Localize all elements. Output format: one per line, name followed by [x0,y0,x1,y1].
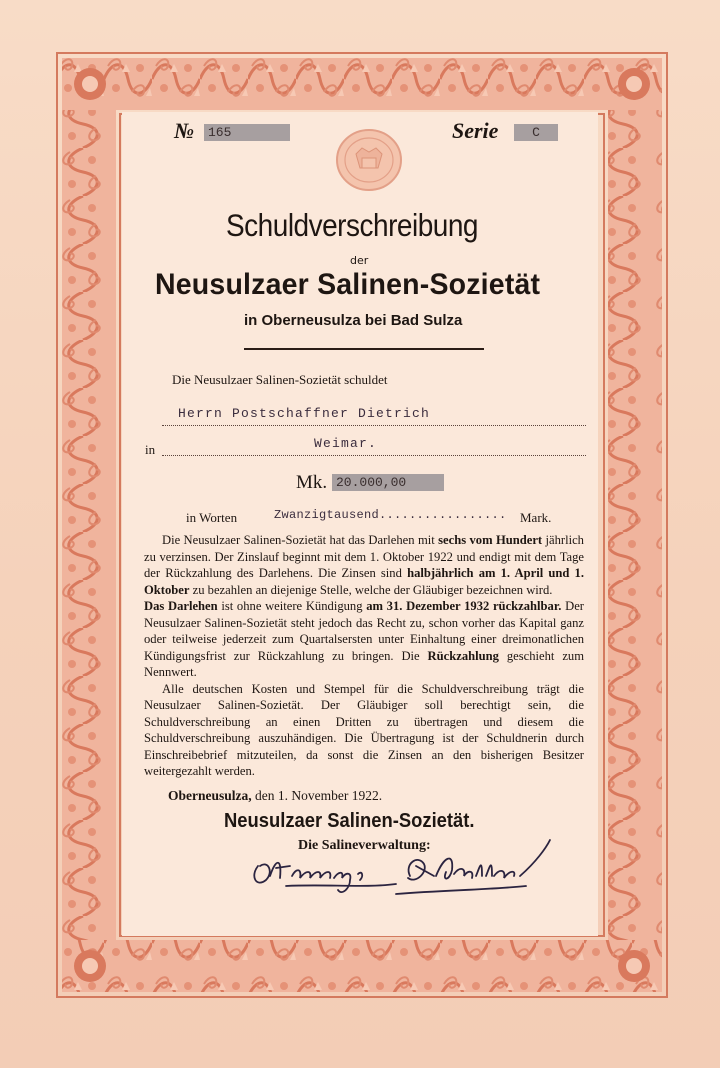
interest-paragraph [144,532,584,598]
company-name: Neusulzaer Salinen-Sozietät [155,268,541,301]
amount-value: 20.000,00 [332,474,444,491]
signatory-administration: Die Salineverwaltung: [298,838,431,853]
place-label: in [145,442,156,457]
debtor-line: Die Neusulzaer Salinen-Sozietät schuldet [172,372,388,387]
p1-bold-dates: halbjährlich am 1. April und 1. Oktober [144,566,584,597]
number-value: 165 [204,124,290,141]
signatory-company: Neusulzaer Salinen-Sozietät. [224,810,475,832]
serie-value: C [514,124,558,141]
words-field: Zwanzigtausend................. [274,508,507,522]
p2-text-f: geschieht zum Nennwert. [144,648,584,679]
p2-bold-e: Rückzahlung [427,648,499,663]
title-connector: der [350,254,369,267]
p2-bold-date: am 31. Dezember 1932 rückzahlbar. [366,599,562,613]
words-suffix: Mark. [520,510,552,525]
handwritten-signature [246,836,556,902]
title-divider [244,348,484,350]
creditor-dotted-line [162,424,586,426]
place-dotted-line [162,454,586,456]
p1-text-a: Die Neusulzaer Salinen-Sozietät hat das Darlehen mit [162,533,439,547]
issue-date: den 1. November 1922. [251,788,383,803]
p2-text-d: Der Neusulzaer Salinen-Sozietät steht jedoch das Recht zu, schon vorher das Kapital ganz oder teilweise jederzeit zum Quartalsersten unter Einhaltung einer dreimonatlichen Kündigungsfrist zur Rückzahlung zu bringen. Die [144,599,585,663]
p1-bold-rate: sechs vom Hundert [438,533,543,547]
costs-paragraph: Alle deutschen Kosten und Stempel für die Schuldverschreibung trägt die Neusulzaer Salinen-Sozietät. Der Gläubiger soll berechtigt sein, die Schuldverschreibung an einen Dritten zu übertragen und diesem die Schuldverschreibung auszuhändigen. Die Übertragung ist der Schuldnerin durch Einschreibebrief mitzuteilen, da sonst die Zinsen an den bisherigen Besitzer weitergezahlt werden. [144,681,584,778]
issue-place: Oberneusulza, [168,788,252,803]
p1-text-c: jährlich zu verzinsen. Der Zinslauf beginnt mit dem 1. Oktober 1922 und endigt mit dem Tage der Rückzahlung des Darlehens. Die Zinsen sind [144,533,584,580]
company-location: in Oberneusulza bei Bad Sulza [244,312,463,329]
issue-place-date [168,788,382,804]
serie-label: Serie [452,118,499,143]
embossed-seal-icon [334,128,404,192]
p2-text-b: ist ohne weitere Kündigung [217,599,367,613]
p1-text-e: zu bezahlen an diejenige Stelle, welche der Gläubiger bezeichnen wird. [189,582,553,597]
document-title: Schuldverschreibung [226,208,478,243]
creditor-field: Herrn Postschaffner Dietrich [178,406,431,421]
words-label: in Worten [186,510,238,525]
p2-bold-a: Das Darlehen [144,599,218,613]
amount-label: Mk. [296,472,328,493]
terms-text [144,532,584,780]
repayment-paragraph [144,598,584,681]
number-label: № [174,118,195,143]
place-field: Weimar. [314,436,378,451]
